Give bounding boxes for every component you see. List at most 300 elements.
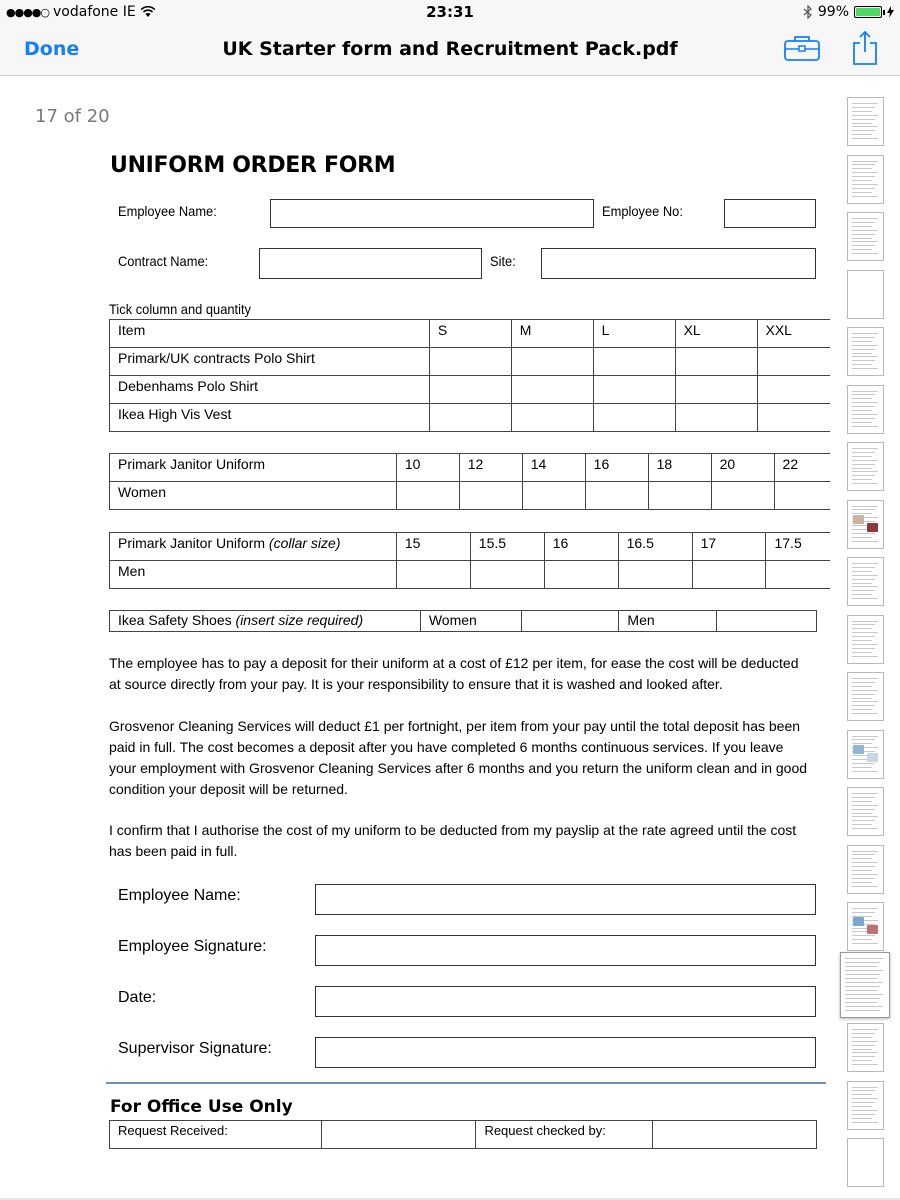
thumbnail-text-line <box>852 640 872 641</box>
thumbnail-text-line <box>852 878 875 879</box>
size-header: 22 <box>774 454 830 482</box>
thumbnail-text-line <box>852 184 878 185</box>
page-thumbnail[interactable] <box>847 672 884 721</box>
thumbnail-text-line <box>852 935 875 936</box>
office-use-table <box>109 1120 817 1149</box>
employee-name-field[interactable] <box>270 199 594 228</box>
page-thumbnail[interactable] <box>847 500 884 549</box>
thumbnail-text-line <box>845 998 880 999</box>
deduction-paragraph: Grosvenor Cleaning Services will deduct £1 per fortnight, per item from your pay until the total deposit has been paid in full. The cost becomes a deposit after you have completed 6 months continuous services. If you leave your employment with Grosvenor Cleaning Services after 6 months and you return the uniform clean and in good condition your deposit will be returned. <box>109 718 808 797</box>
table-header-row <box>110 320 831 348</box>
thumbnail-text-line <box>852 652 872 653</box>
women-uniform-table <box>109 453 830 510</box>
item-label <box>110 611 421 632</box>
thumbnail-text-line <box>845 986 880 987</box>
thumbnail-text-line <box>852 813 872 814</box>
size-header: 20 <box>711 454 774 482</box>
thumbnail-text-line <box>852 226 872 227</box>
page-thumbnail[interactable] <box>847 155 884 204</box>
thumbnail-text-line <box>852 402 878 403</box>
battery-icon <box>854 6 882 18</box>
thumbnail-text-line <box>852 333 878 334</box>
size-cell[interactable] <box>757 376 830 404</box>
office-use-title: For Office Use Only <box>110 1097 293 1117</box>
thumbnail-image <box>853 745 864 754</box>
thumbnail-text-line <box>852 238 872 239</box>
thumbnail-text-line <box>852 130 875 131</box>
item-name: Ikea Safety Shoes <box>118 612 232 628</box>
page-thumbnail[interactable] <box>847 1081 884 1130</box>
thumbnail-text-line <box>852 1087 878 1088</box>
supervisor-signature-field[interactable] <box>315 1037 816 1068</box>
size-cell[interactable] <box>396 561 470 589</box>
thumbnail-text-line <box>852 816 878 817</box>
thumbnail-text-line <box>845 970 883 971</box>
thumbnail-text-line <box>852 126 878 127</box>
size-cell[interactable] <box>675 404 757 432</box>
table-header: M <box>511 320 593 348</box>
thumbnail-text-line <box>852 648 875 649</box>
thumbnail-text-line <box>852 253 878 254</box>
thumbnail-text-line <box>852 1098 878 1099</box>
thumbnail-text-line <box>852 426 878 427</box>
thumbnail-text-line <box>852 586 878 587</box>
thumbnail-text-line <box>845 962 880 963</box>
thumbnail-text-line <box>852 828 878 829</box>
thumbnail-text-line <box>852 168 872 169</box>
size-cell[interactable] <box>396 482 459 510</box>
thumbnail-image <box>853 515 864 524</box>
table-header: XXL <box>757 320 830 348</box>
thumbnail-image <box>867 753 878 762</box>
thumbnail-text-line <box>852 123 872 124</box>
request-checked-field[interactable] <box>653 1121 817 1149</box>
thumbnail-text-line <box>852 886 878 887</box>
thumbnail-text-line <box>852 705 875 706</box>
thumbnail-text-line <box>852 882 872 883</box>
size-header: 16.5 <box>618 533 692 561</box>
size-header: 16 <box>585 454 648 482</box>
thumbnail-text-line <box>852 636 875 637</box>
thumbnail-text-line <box>852 245 875 246</box>
size-header: 14 <box>522 454 585 482</box>
thumbnail-text-line <box>852 406 875 407</box>
thumbnail-text-line <box>852 1056 875 1057</box>
thumbnail-text-line <box>852 632 878 633</box>
thumbnail-text-line <box>852 533 875 534</box>
thumbnail-text-line <box>845 982 883 983</box>
thumbnail-text-line <box>852 628 872 629</box>
thumbnail-text-line <box>852 368 878 369</box>
thumbnail-text-line <box>852 360 875 361</box>
thumbnail-text-line <box>852 468 872 469</box>
page-thumbnail[interactable] <box>847 442 884 491</box>
thumbnail-text-line <box>852 709 872 710</box>
item-label: Primark/UK contracts Polo Shirt <box>110 348 430 376</box>
page-thumbnail[interactable] <box>847 1138 884 1187</box>
employee-signature-label: Employee Signature: <box>118 938 267 955</box>
thumbnail-text-line <box>852 180 872 181</box>
men-label: Men <box>619 611 717 632</box>
thumbnail-text-line <box>845 1010 880 1011</box>
employee-signature-field[interactable] <box>315 935 816 966</box>
thumbnail-text-line <box>845 966 877 967</box>
men-size-cell[interactable] <box>717 611 817 632</box>
thumbnail-text-line <box>852 176 875 177</box>
size-cell[interactable] <box>692 561 766 589</box>
thumbnail-text-line <box>852 196 878 197</box>
size-cell[interactable] <box>774 482 830 510</box>
thumbnail-text-line <box>852 483 878 484</box>
request-received-field[interactable] <box>321 1121 476 1149</box>
size-cell[interactable] <box>511 348 593 376</box>
thumbnail-text-line <box>852 793 878 794</box>
thumbnail-text-line <box>852 456 872 457</box>
thumbnail-text-line <box>852 356 878 357</box>
thumbnail-text-line <box>845 1002 877 1003</box>
page-thumbnail[interactable] <box>847 787 884 836</box>
item-label: Ikea High Vis Vest <box>110 404 430 432</box>
thumbnail-text-line <box>852 509 875 510</box>
thumbnail-text-line <box>852 809 875 810</box>
thumbnail-text-line <box>852 701 878 702</box>
thumbnail-text-line <box>852 1033 875 1034</box>
thumbnail-text-line <box>852 874 878 875</box>
table-row <box>110 404 831 432</box>
thumbnail-text-line <box>852 222 875 223</box>
thumbnail-text-line <box>852 111 872 112</box>
safety-shoes-table <box>109 610 817 632</box>
thumbnail-text-line <box>852 656 878 657</box>
thumbnail-text-line <box>852 851 878 852</box>
done-button[interactable]: Done <box>24 38 80 60</box>
thumbnail-text-line <box>852 801 872 802</box>
table-row <box>110 1121 817 1149</box>
thumbnail-text-line <box>852 103 878 104</box>
thumbnail-text-line <box>852 471 878 472</box>
size-header: 15 <box>396 533 470 561</box>
charging-icon <box>887 6 894 18</box>
table-row <box>110 482 831 510</box>
thumbnail-text-line <box>852 452 875 453</box>
thumbnail-text-line <box>852 341 872 342</box>
employee-no-field[interactable] <box>724 199 816 228</box>
size-cell[interactable] <box>429 404 511 432</box>
page-thumbnail[interactable] <box>847 902 884 951</box>
employee-name-label: Employee Name: <box>118 203 217 219</box>
request-received-label: Request Received: <box>110 1121 322 1149</box>
thumbnail-text-line <box>852 858 872 859</box>
thumbnail-text-line <box>852 1041 878 1042</box>
size-cell[interactable] <box>593 348 675 376</box>
thumbnail-text-line <box>852 1052 878 1053</box>
signal-strength-icon: ●●●●○ <box>6 5 49 19</box>
thumbnail-text-line <box>852 418 875 419</box>
request-checked-label: Request checked by: <box>476 1121 653 1149</box>
thumbnail-text-line <box>845 990 877 991</box>
thumbnail-text-line <box>852 563 878 564</box>
thumbnail-text-line <box>852 571 872 572</box>
thumbnail-text-line <box>852 353 872 354</box>
thumbnail-text-line <box>852 567 875 568</box>
thumbnail-text-line <box>852 771 878 772</box>
table-header: L <box>593 320 675 348</box>
thumbnail-image <box>867 925 878 934</box>
size-header: 18 <box>648 454 711 482</box>
thumbnail-text-line <box>852 448 878 449</box>
size-cell[interactable] <box>766 561 830 589</box>
thumbnail-text-line <box>845 974 880 975</box>
thumbnail-text-line <box>852 107 875 108</box>
thumbnail-text-line <box>852 349 875 350</box>
table-header-row <box>110 454 831 482</box>
thumbnail-text-line <box>852 939 872 940</box>
thumbnail-text-line <box>852 583 872 584</box>
thumbnail-text-line <box>852 164 875 165</box>
battery-percent: 99% <box>817 4 849 20</box>
thumbnail-text-line <box>845 1006 883 1007</box>
thumbnail-text-line <box>852 1094 872 1095</box>
size-header: 17.5 <box>766 533 830 561</box>
size-cell[interactable] <box>593 404 675 432</box>
thumbnail-image <box>853 917 864 926</box>
thumbnail-text-line <box>852 192 872 193</box>
thumbnail-text-line <box>852 797 875 798</box>
thumbnail-text-line <box>852 943 878 944</box>
table-header: XL <box>675 320 757 348</box>
size-cell[interactable] <box>429 348 511 376</box>
row-label: Women <box>110 482 397 510</box>
size-header: 16 <box>544 533 618 561</box>
thumbnail-image <box>867 523 878 532</box>
thumbnail-text-line <box>852 694 875 695</box>
size-cell[interactable] <box>593 376 675 404</box>
page-thumbnails <box>838 77 900 1200</box>
thumbnail-text-line <box>852 678 878 679</box>
thumbnail-text-line <box>852 1102 875 1103</box>
page-thumbnail[interactable] <box>847 327 884 376</box>
thumbnail-text-line <box>852 713 878 714</box>
thumbnail-text-line <box>845 958 883 959</box>
pdf-page <box>0 77 835 1200</box>
thumbnail-text-line <box>852 862 878 863</box>
carrier-name: vodafone IE <box>53 4 136 20</box>
size-cell[interactable] <box>511 404 593 432</box>
employee-no-label: Employee No: <box>602 203 683 219</box>
thumbnail-text-line <box>845 994 883 995</box>
status-right <box>803 4 894 20</box>
status-bar <box>0 0 900 26</box>
item-note: (insert size required) <box>235 612 364 628</box>
section-divider <box>106 1082 826 1084</box>
thumbnail-text-line <box>852 686 872 687</box>
thumbnail-text-line <box>852 805 878 806</box>
thumbnail-text-line <box>852 479 872 480</box>
item-label: Primark Janitor Uniform <box>110 454 397 482</box>
page-thumbnail[interactable] <box>847 730 884 779</box>
page-thumbnail[interactable] <box>847 212 884 261</box>
table-row <box>110 376 831 404</box>
size-cell[interactable] <box>675 348 757 376</box>
thumbnail-text-line <box>852 820 875 821</box>
date-field[interactable] <box>315 986 816 1017</box>
thumbnail-text-line <box>852 475 875 476</box>
thumbnail-text-line <box>852 115 878 116</box>
page-thumbnail[interactable] <box>847 270 884 319</box>
polo-shirt-table <box>109 319 830 432</box>
thumbnail-text-line <box>852 230 878 231</box>
size-cell[interactable] <box>459 482 522 510</box>
thumbnail-text-line <box>852 460 878 461</box>
supervisor-signature-label: Supervisor Signature: <box>118 1040 272 1057</box>
thumbnail-text-line <box>852 119 875 120</box>
thumbnail-text-line <box>852 698 872 699</box>
thumbnail-text-line <box>852 1049 872 1050</box>
size-cell[interactable] <box>757 404 830 432</box>
table-row <box>110 348 831 376</box>
thumbnail-text-line <box>852 594 872 595</box>
battery-level <box>856 8 880 16</box>
thumbnail-text-line <box>852 364 872 365</box>
thumbnail-text-line <box>852 218 878 219</box>
thumbnail-text-line <box>852 690 878 691</box>
thumbnail-text-line <box>852 537 872 538</box>
date-label: Date: <box>118 989 157 1006</box>
employee-name-sig-label: Employee Name: <box>118 887 241 904</box>
page-thumbnail[interactable] <box>847 845 884 894</box>
men-uniform-table <box>109 532 830 589</box>
thumbnail-text-line <box>852 414 878 415</box>
thumbnail-text-line <box>852 598 878 599</box>
thumbnail-text-line <box>852 188 875 189</box>
item-label: Debenhams Polo Shirt <box>110 376 430 404</box>
thumbnail-text-line <box>852 912 875 913</box>
size-cell[interactable] <box>675 376 757 404</box>
page-thumbnail[interactable] <box>847 97 884 146</box>
thumbnail-text-line <box>852 241 878 242</box>
thumbnail-text-line <box>852 394 875 395</box>
size-cell[interactable] <box>711 482 774 510</box>
size-cell[interactable] <box>544 561 618 589</box>
thumbnail-text-line <box>852 590 875 591</box>
page-thumbnail[interactable] <box>840 952 890 1018</box>
thumbnail-text-line <box>852 767 872 768</box>
size-header: 15.5 <box>470 533 544 561</box>
thumbnail-text-line <box>852 579 875 580</box>
page-thumbnail[interactable] <box>847 385 884 434</box>
document-title: UK Starter form and Recruitment Pack.pdf <box>222 38 678 60</box>
table-header: Item <box>110 320 430 348</box>
thumbnail-text-line <box>852 138 878 139</box>
women-size-cell[interactable] <box>521 611 619 632</box>
size-cell[interactable] <box>648 482 711 510</box>
thumbnail-text-line <box>852 1045 875 1046</box>
thumbnail-text-line <box>852 1060 872 1061</box>
contract-name-field[interactable] <box>259 248 482 279</box>
thumbnail-text-line <box>852 854 875 855</box>
size-cell[interactable] <box>757 348 830 376</box>
thumbnail-text-line <box>845 978 877 979</box>
table-row <box>110 561 831 589</box>
thumbnail-text-line <box>852 1037 872 1038</box>
size-cell[interactable] <box>429 376 511 404</box>
status-time: 23:31 <box>426 3 474 21</box>
thumbnail-text-line <box>852 1106 872 1107</box>
thumbnail-text-line <box>852 624 875 625</box>
page-counter: 17 of 20 <box>35 106 110 127</box>
item-label <box>110 533 397 561</box>
thumbnail-text-line <box>852 1090 875 1091</box>
thumbnail-text-line <box>852 134 872 135</box>
thumbnail-text-line <box>852 337 875 338</box>
table-header-row <box>110 533 831 561</box>
thumbnail-text-line <box>852 739 875 740</box>
employee-name-sig-field[interactable] <box>315 884 816 915</box>
page-thumbnail[interactable] <box>847 557 884 606</box>
thumbnail-text-line <box>852 249 872 250</box>
thumbnail-text-line <box>852 391 878 392</box>
page-thumbnail[interactable] <box>847 1023 884 1072</box>
size-cell[interactable] <box>470 561 544 589</box>
site-label: Site: <box>490 253 516 269</box>
toolbox-icon[interactable] <box>783 32 821 62</box>
thumbnail-text-line <box>852 172 878 173</box>
thumbnail-text-line <box>852 870 872 871</box>
tick-instruction: Tick column and quantity <box>109 301 251 317</box>
thumbnail-text-line <box>852 908 878 909</box>
table-header: S <box>429 320 511 348</box>
size-header: 10 <box>396 454 459 482</box>
thumbnail-text-line <box>852 866 875 867</box>
table-row <box>110 611 817 632</box>
women-label: Women <box>420 611 521 632</box>
thumbnail-text-line <box>852 1122 878 1123</box>
thumbnail-text-line <box>852 410 872 411</box>
thumbnail-text-line <box>852 345 878 346</box>
thumbnail-text-line <box>852 1118 872 1119</box>
deposit-paragraph: The employee has to pay a deposit for their uniform at a cost of £12 per item, for ease the cost will be deducted at source directly from your pay. It is your responsibility to ensure that it is washed and looked after. <box>109 655 799 692</box>
share-icon[interactable] <box>852 30 878 66</box>
site-field[interactable] <box>541 248 816 279</box>
thumbnail-text-line <box>852 1110 878 1111</box>
size-cell[interactable] <box>522 482 585 510</box>
thumbnail-text-line <box>852 234 875 235</box>
thumbnail-text-line <box>852 575 878 576</box>
nav-bar <box>0 26 900 76</box>
thumbnail-text-line <box>852 1114 875 1115</box>
thumbnail-text-line <box>852 644 878 645</box>
page-thumbnail[interactable] <box>847 615 884 664</box>
size-cell[interactable] <box>511 376 593 404</box>
contract-name-label: Contract Name: <box>118 253 209 269</box>
thumbnail-text-line <box>852 763 875 764</box>
size-cell[interactable] <box>618 561 692 589</box>
thumbnail-text-line <box>852 422 872 423</box>
size-header: 12 <box>459 454 522 482</box>
size-cell[interactable] <box>585 482 648 510</box>
thumbnail-text-line <box>852 1029 878 1030</box>
bluetooth-icon <box>803 5 813 19</box>
form-title: UNIFORM ORDER FORM <box>110 153 396 178</box>
thumbnail-text-line <box>852 398 872 399</box>
thumbnail-text-line <box>852 824 872 825</box>
item-name: Primark Janitor Uniform <box>118 535 266 551</box>
authorisation-paragraph: I confirm that I authorise the cost of my uniform to be deducted from my payslip at the rate agreed until the cost has been paid in full. <box>109 822 797 859</box>
thumbnail-text-line <box>852 506 878 507</box>
thumbnail-text-line <box>852 464 875 465</box>
thumbnail-text-line <box>852 1064 878 1065</box>
item-note: (collar size) <box>268 535 341 551</box>
